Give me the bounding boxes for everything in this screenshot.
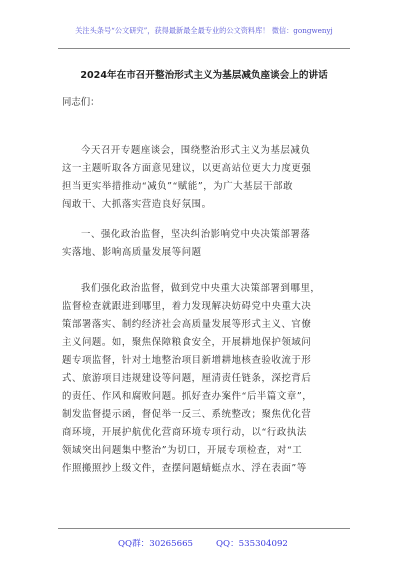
paragraph-line: 策部署落实、制约经济社会高质量发展等形式主义、官僚	[62, 319, 312, 330]
paragraph-political-supervision	[62, 280, 344, 478]
paragraph-line: 商环境，开展护航优化营商环境专项行动，以“行政执法	[62, 427, 307, 438]
salutation: 同志们：	[62, 97, 100, 108]
heading-line: 实落地、影响高质量发展等问题	[62, 247, 202, 258]
footer	[0, 536, 408, 552]
paragraph-line: 式、旅游项目违规建设等问题，厘清责任链条，深挖背后	[62, 373, 312, 384]
document-title: 2024年在市召开整治形式主义为基层减负座谈会上的讲话	[80, 70, 328, 81]
footer-divider	[58, 528, 350, 529]
paragraph-line: 作照搬照抄上级文件，查摆问题蜻蜓点水、浮在表面”等	[62, 463, 307, 474]
paragraph-line: 担当更实举措推动“减负”“赋能”，为广大基层干部敢	[62, 181, 294, 192]
paragraph-intro	[62, 142, 344, 214]
qq-contact-number: QQ：535304092	[216, 539, 288, 549]
paragraph-line: 这一主题听取各方面意见建议，以更高站位更大力度更强	[62, 163, 312, 174]
section-heading	[62, 226, 344, 262]
paragraph-line: 闯敢干、大抓落实营造良好氛围。	[62, 199, 212, 210]
qq-group-number: QQ群：30265665	[118, 539, 194, 549]
paragraph-line: 的责任、作风和腐败问题。抓好查办案件“后半篇文章”，	[62, 391, 313, 402]
paragraph-line: 题专项监督，针对土地整治项目新增耕地核查验收流于形	[62, 355, 312, 366]
heading-line: 一、强化政治监督，坚决纠治影响党中央决策部署落	[81, 229, 311, 240]
paragraph-line: 领域突出问题集中整治”为切口，开展专项检查，对“工	[62, 445, 303, 456]
paragraph-line: 制发监督提示函，督促举一反三、系统整改；聚焦优化营	[62, 409, 312, 420]
header-banner: 关注头条号“公文研究”，获得最新最全最专业的公文资料库！ 微信：gongwenyj	[75, 26, 333, 35]
header-divider	[58, 48, 350, 49]
paragraph-line: 主义问题。如，聚焦保障粮食安全，开展耕地保护领域问	[62, 337, 312, 348]
paragraph-line: 今天召开专题座谈会，围绕整治形式主义为基层减负	[81, 145, 311, 156]
paragraph-line: 监督检查就跟进到哪里，着力发现解决妨碍党中央重大决	[62, 301, 312, 312]
paragraph-line: 我们强化政治监督，做到党中央重大决策部署到哪里，	[81, 283, 321, 294]
